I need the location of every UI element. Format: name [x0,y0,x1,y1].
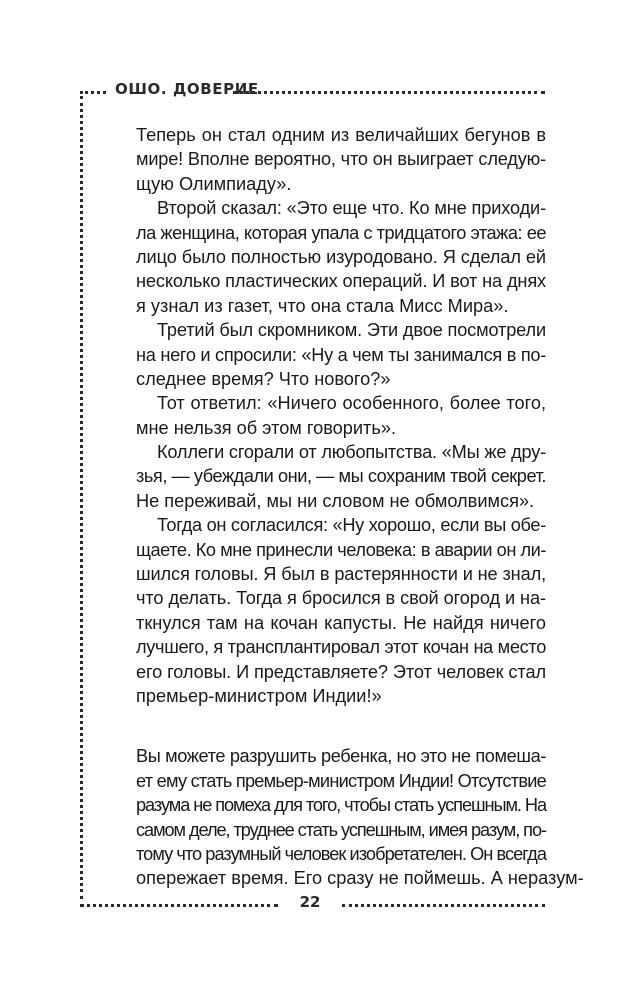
body-text [136,123,584,891]
header-dotted-rule-left [80,91,106,94]
footer-dotted-rule-right [342,904,545,907]
story-paragraph [136,440,546,513]
story-paragraph [136,123,546,196]
text-line: мире! Вполне вероятно, что он выиграет следую- [136,149,546,170]
text-line: тому что разумный человек изобретателен. Он всегда [136,843,546,864]
text-line: что делать. Тогда я бросился в свой огород и на- [136,588,546,609]
text-line: лучшего, я трансплантировал этот кочан на место [136,637,546,658]
text-line: ла женщина, которая упала с тридцатого этажа: ее [136,222,546,243]
story-paragraph [136,196,546,318]
text-line: щую Олимпиаду». [136,173,292,194]
text-line: разума не помеха для того, чтобы стать успешным. На [136,795,546,816]
text-line: я узнал из газет, что она стала Мисс Мира». [136,295,509,316]
footer-dotted-rule-left [80,904,278,907]
text-line: премьер-министром Индии!» [136,685,382,706]
commentary-paragraph [136,744,584,890]
text-line: лицо было полностью изуродовано. Я сделал ей [136,246,546,267]
text-line: зья, — убеждали они, — мы сохраним твой секрет. [136,466,546,487]
text-line: следнее время? Что нового?» [136,368,391,389]
text-line: Теперь он стал одним из величайших бегунов в [136,125,546,145]
section-gap [136,708,546,744]
text-line: щаете. Ко мне принесли человека: в аварии он ли- [136,539,546,560]
text-line: Третий был скромником. Эти двое посмотрели [157,320,546,341]
running-title: ОШО. ДОВЕРИЕ [115,80,259,98]
text-line: Второй сказал: «Это еще что. Ко мне приходи- [157,198,546,219]
text-line: опережает время. Его сразу не поймешь. А неразум- [136,868,584,889]
text-line: Вы можете разрушить ребенка, но это не помеша- [136,746,546,767]
text-line: Тот ответил: «Ничего особенного, более того, [157,393,546,414]
story-paragraph [136,513,546,708]
left-dotted-border [80,96,83,899]
header-dotted-rule-right [233,91,545,94]
story-paragraph [136,391,546,440]
text-line: ткнулся там на кочан капусты. Не найдя ничего [136,612,546,633]
text-line: Не переживай, мы ни словом не обмолвимся». [136,490,535,511]
text-line: на него и спросили: «Ну а чем ты занимался в по- [136,344,546,365]
text-line: шился головы. Я был в растерянности и не знал, [136,564,546,585]
text-line: мне нельзя об этом говорить». [136,417,397,438]
text-line: Тогда он согласился: «Ну хорошо, если вы обе- [157,515,546,536]
text-line: Коллеги сгорали от любопытства. «Мы же дру- [157,442,546,463]
text-line: самом деле, труднее стать успешным, имея разум, по- [136,819,546,840]
page-number: 22 [299,893,321,911]
text-line: несколько пластических операций. И вот на днях [136,271,546,292]
text-line: ет ему стать премьер-министром Индии! Отсутствие [136,770,546,791]
story-paragraph [136,318,546,391]
text-line: его головы. И представляете? Этот человек стал [136,661,546,682]
